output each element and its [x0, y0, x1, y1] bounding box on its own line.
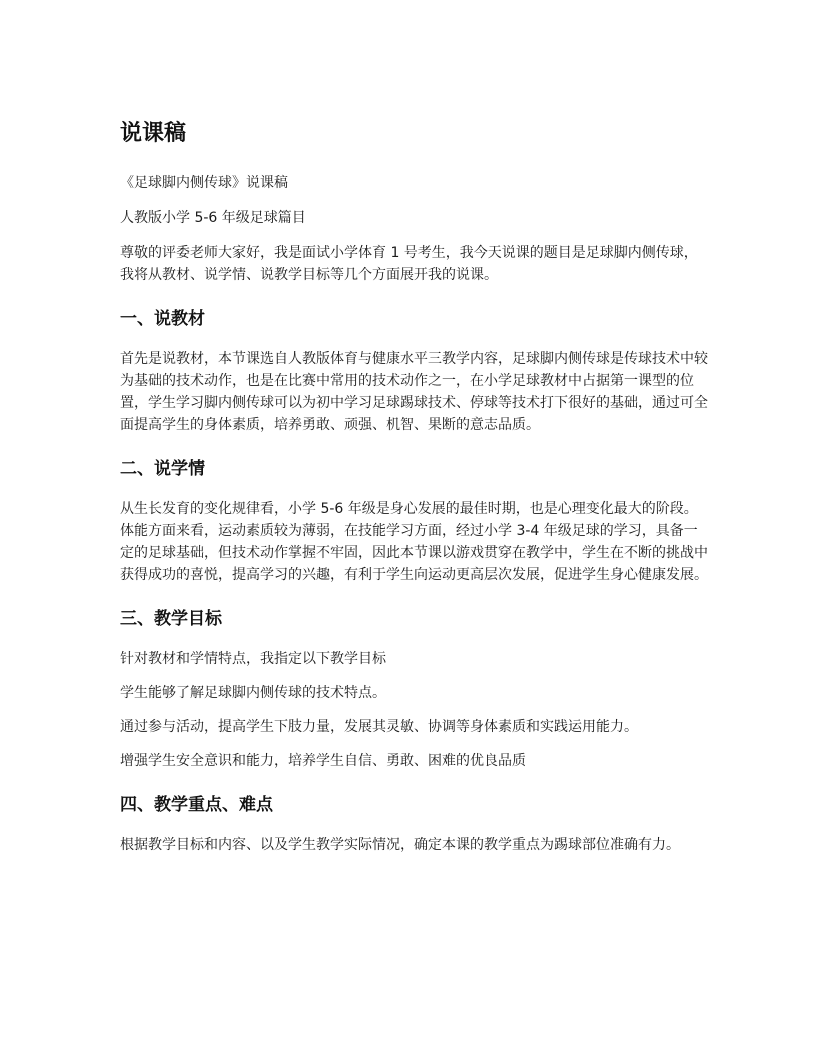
objective-attitude: 增强学生安全意识和能力，培养学生自信、勇敢、困难的优良品质 [120, 753, 526, 769]
section-heading-objectives: 三、教学目标 [120, 609, 222, 629]
document-title: 说课稿 [120, 121, 187, 146]
section-heading-textbook: 一、说教材 [120, 309, 205, 329]
document-subtitle: 《足球脚内侧传球》说课稿 [120, 175, 288, 191]
document-page [120, 118, 710, 869]
section-heading-learners: 二、说学情 [120, 459, 205, 479]
intro-paragraph: 尊敬的评委老师大家好，我是面试小学体育 1 号考生，我今天说课的题目是足球脚内侧传球，我将从教材、说学情、说教学目标等几个方面展开我的说课。 [120, 245, 698, 283]
section-key-points-paragraph: 根据教学目标和内容、以及学生教学实际情况，确定本课的教学重点为踢球部位准确有力。 [120, 837, 680, 853]
objective-knowledge: 学生能够了解足球脚内侧传球的技术特点。 [120, 685, 386, 701]
section-heading-key-points: 四、教学重点、难点 [120, 795, 273, 815]
section-learners-paragraph: 从生长发育的变化规律看，小学 5-6 年级是身心发展的最佳时期，也是心理变化最大的阶段。体能方面来看，运动素质较为薄弱，在技能学习方面，经过小学 3-4 年级足球的学习，具备一定的足球基础，但技术动作掌握不牢固，因此本节课以游戏贯穿在教学中，学生在不断的挑战中获得成功的喜悦，提高学习的兴趣，有利于学生向运动更高层次发展，促进学生身心健康发展。 [120, 501, 708, 583]
objective-skills: 通过参与活动，提高学生下肢力量，发展其灵敏、协调等身体素质和实践运用能力。 [120, 719, 638, 735]
source-line: 人教版小学 5-6 年级足球篇目 [120, 210, 306, 226]
objectives-intro: 针对教材和学情特点，我指定以下教学目标 [120, 651, 386, 667]
section-textbook-paragraph: 首先是说教材，本节课选自人教版体育与健康水平三教学内容，足球脚内侧传球是传球技术中较为基础的技术动作，也是在比赛中常用的技术动作之一，在小学足球教材中占据第一课型的位置，学生学习脚内侧传球可以为初中学习足球踢球技术、停球等技术打下很好的基础，通过可全面提高学生的身体素质，培养勇敢、顽强、机智、果断的意志品质。 [120, 351, 708, 433]
